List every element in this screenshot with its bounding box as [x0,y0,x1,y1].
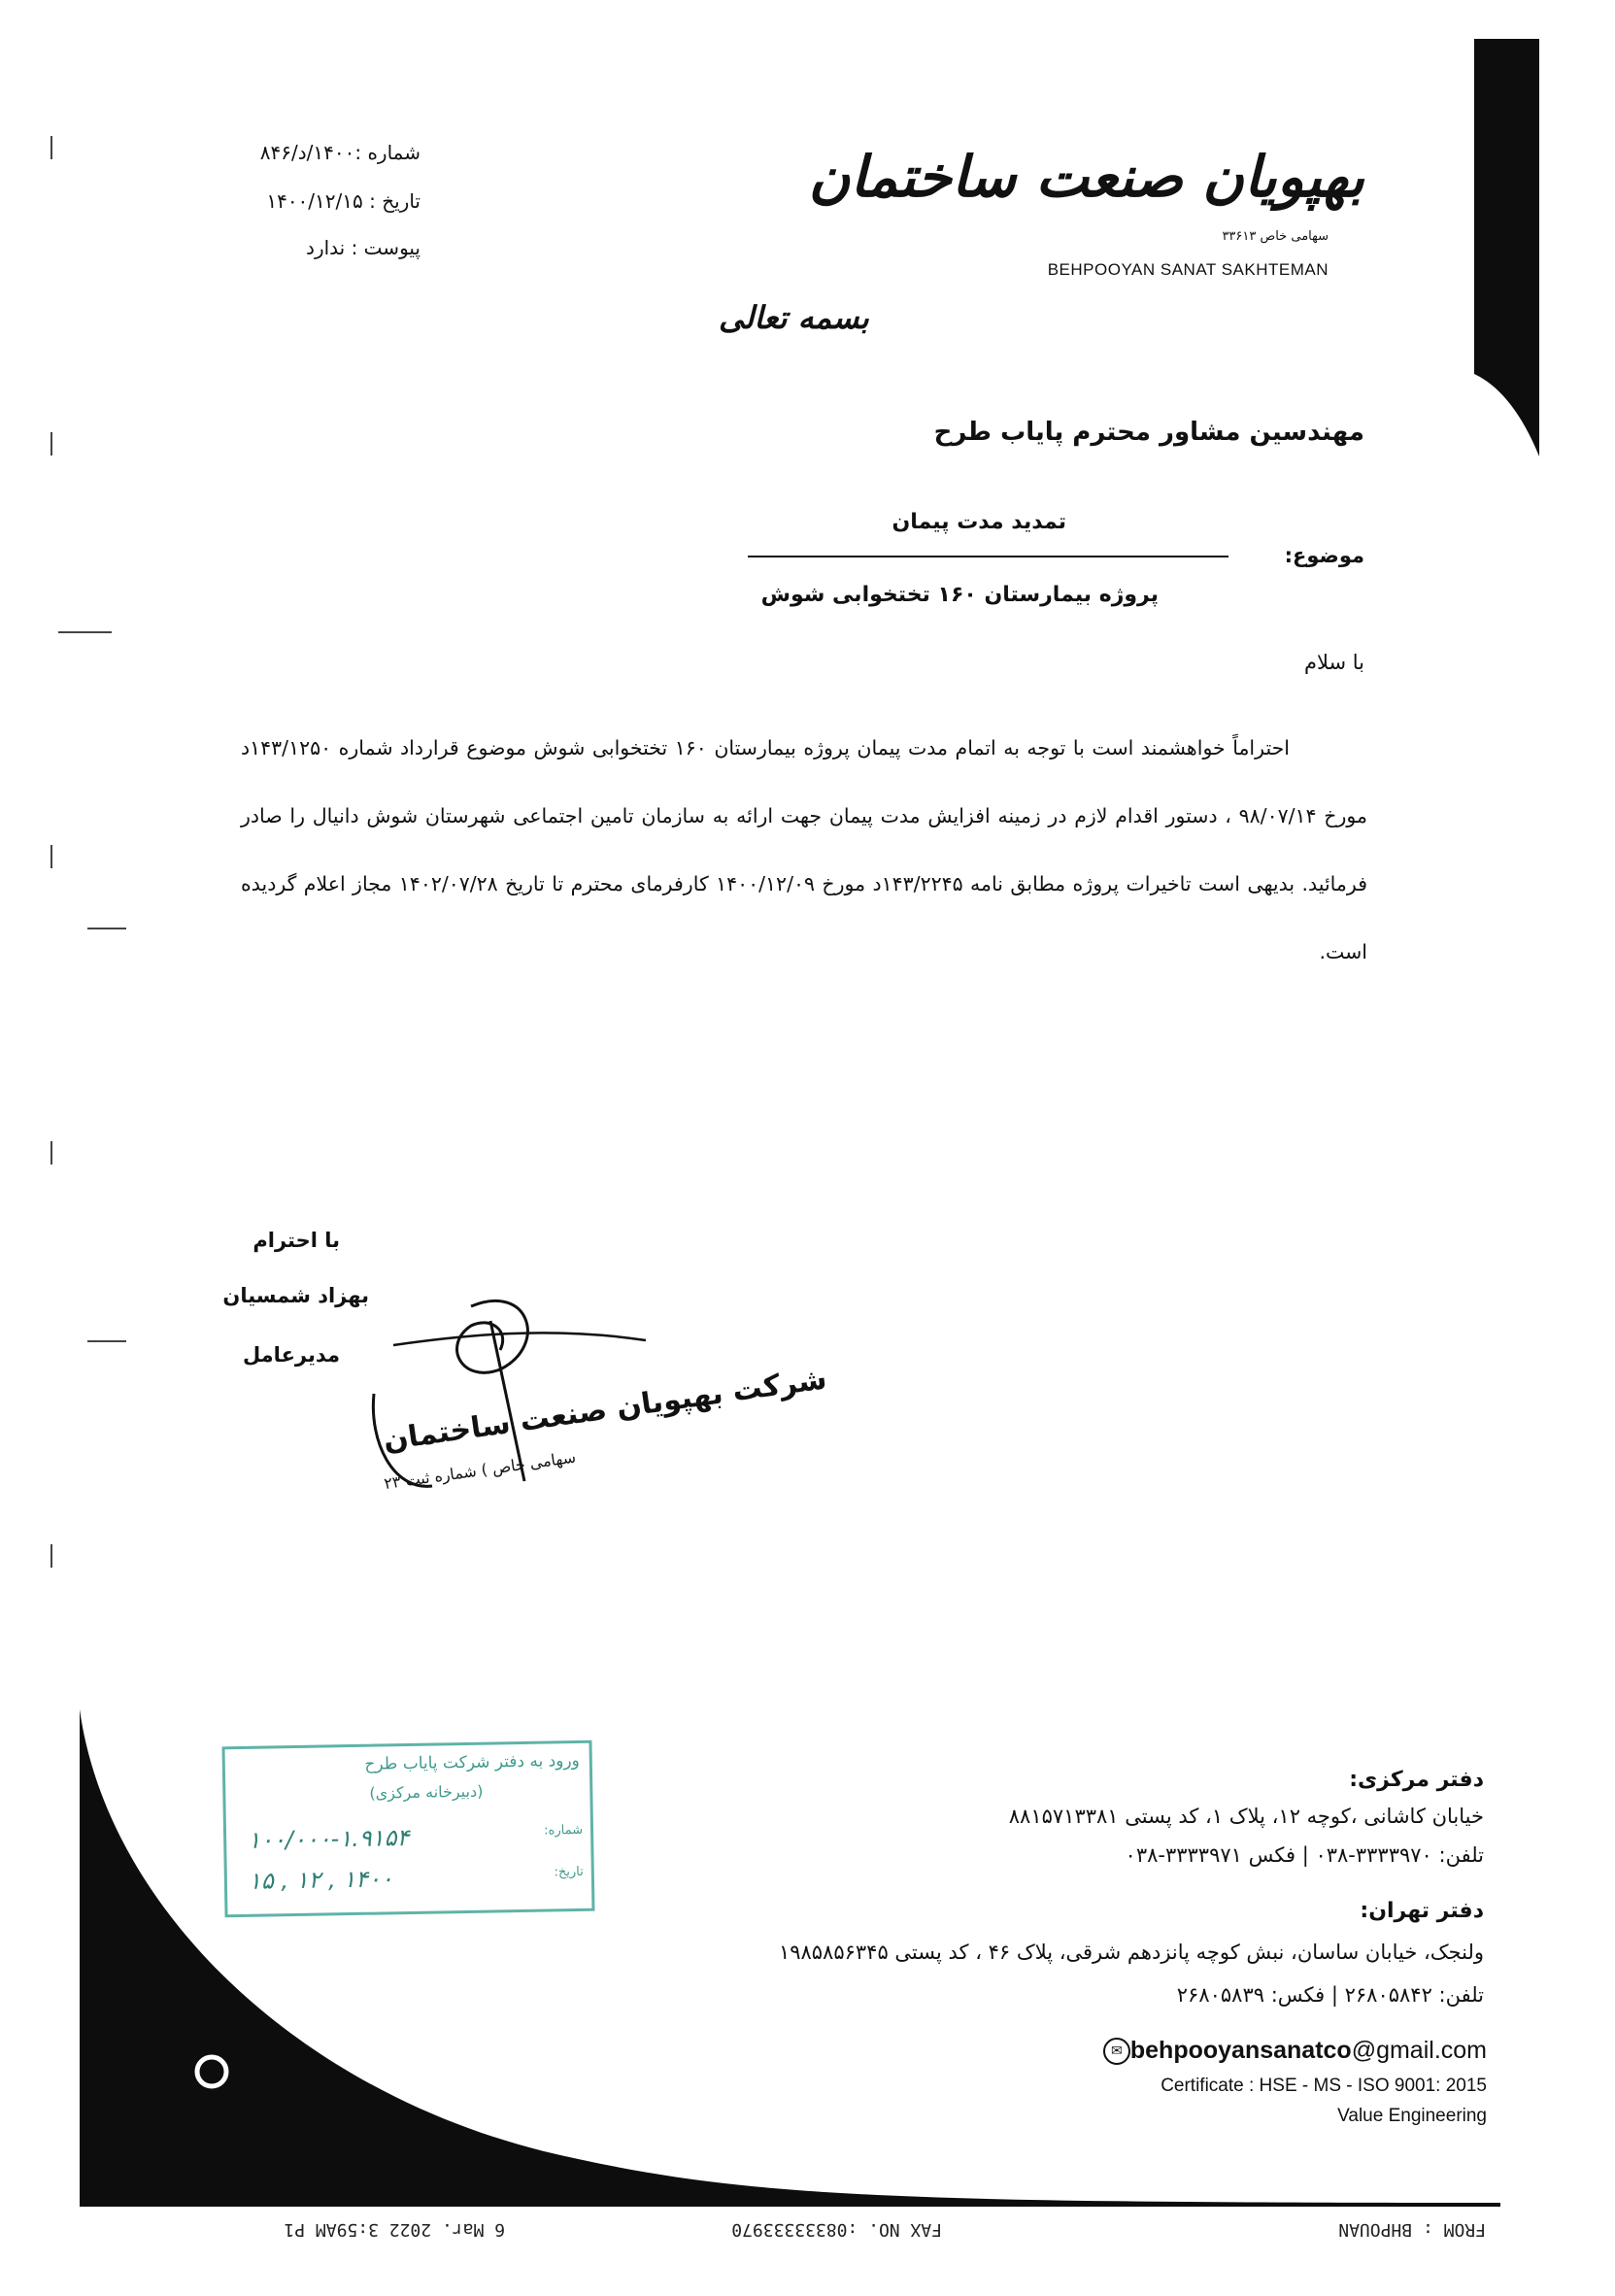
tehran-office-phone: تلفن: ۲۶۸۰۵۸۴۲ | فکس: ۲۶۸۰۵۸۳۹ [1176,1983,1484,2007]
email-address [1103,2037,1487,2065]
company-logo: بهپویان صنعت ساختمان [808,144,1364,210]
company-latin-name: BEHPOOYAN SANAT SAKHTEMAN [1047,260,1329,279]
stamp-subtitle: (دبیرخانه مرکزی) [369,1781,484,1803]
seal-text: شرکت بهپویان صنعت ساختمان [381,1362,829,1459]
hq-label: دفتر مرکزی: [1349,1768,1484,1792]
company-registration: سهامی خاص ۳۳۶۱۳ [1222,229,1329,244]
certificate: Certificate : HSE - MS - ISO 9001: 2015 [1161,2076,1487,2096]
fax-date: 6 Mar. 2022 3:59AM P1 [284,2219,505,2240]
fax-number: FAX NO. :08333333970 [731,2219,942,2240]
stamp-title: ورود به دفتر شرکت پایاب طرح [364,1750,580,1774]
subject-project: پروژه بیمارستان ۱۶۰ تختخوابی شوش [760,583,1159,607]
subject-divider [748,556,1228,557]
hq-address: خیابان کاشانی ،کوچه ۱۲، پلاک ۱، کد پستی ۸۸۱۵۷۱۳۳۸۱ [1008,1805,1484,1828]
seal-subtext: سهامی خاص ) شماره ثبت ۲۳ [383,1447,578,1494]
stamp-number: ۱۰۰/۰۰۰-۱.۹۱۵۴ [247,1823,410,1854]
letter-number: شماره :۱۴۰۰/د/۸۴۶ [259,141,421,164]
greeting: با سلام [1303,651,1364,674]
subject-title: تمدید مدت پیمان [892,510,1066,534]
tehran-office-label: دفتر تهران: [1360,1899,1484,1923]
stamp-date-label: تاریخ: [554,1864,584,1880]
email-icon: ✉ [1103,2038,1130,2065]
value-engineering: Value Engineering [1337,2106,1487,2126]
basmala-heading: بسمه تعالی [719,299,869,336]
letter-attachment: پیوست : ندارد [306,236,421,259]
stamp-number-label: شماره: [544,1822,584,1839]
email-user: behpooyansanatco [1129,2037,1352,2064]
hq-phone: تلفن: ۳۳۳۳۹۷۰-۰۳۸ | فکس ۳۳۳۳۹۷۱-۰۳۸ [1125,1843,1484,1867]
subject-label: موضوع: [1284,544,1364,567]
company-seal-signature [354,1287,829,1510]
email-domain: @gmail.com [1351,2037,1487,2064]
fax-from: FROM : BHPOUAN [1338,2219,1486,2240]
signer-title: مدیرعامل [242,1343,340,1367]
recipient: مهندسین مشاور محترم پایاب طرح [933,418,1364,447]
stamp-date: ۱۴۰۰ , ۱۲ , ۱۵ [248,1865,394,1895]
letter-body: احتراماً خواهشمند است با توجه به اتمام مدت پیمان پروژه بیمارستان ۱۶۰ تختخوابی شوش موضوع قرارداد شماره ۱۴۳/۱۲۵۰د مورخ ۹۸/۰۷/۱۴ ، دستور اقدام لازم در زمینه افزایش مدت پیمان جهت ارائه به سازمان تامین اجتماعی شهرستان شوش دانیال را صادر فرمائید. بدیهی است تاخیرات پروژه مطابق نامه ۱۴۳/۲۲۴۵د مورخ ۱۴۰۰/۱۲/۰۹ کارفرمای محترم تا تاریخ ۱۴۰۲/۰۷/۲۸ مجاز اعلام گردیده است. [241,736,1367,963]
letter-date: تاریخ : ۱۴۰۰/۱۲/۱۵ [266,189,421,213]
tehran-office-address: ولنجک، خیابان ساسان، نبش کوچه پانزدهم شرقی، پلاک ۴۶ ، کد پستی ۱۹۸۵۸۵۶۳۴۵ [778,1941,1484,1964]
received-stamp [221,1740,594,1918]
fax-header-strip [126,2211,1486,2240]
signer-name: بهزاد شمسیان [222,1284,369,1307]
closing: با احترام [252,1229,340,1252]
